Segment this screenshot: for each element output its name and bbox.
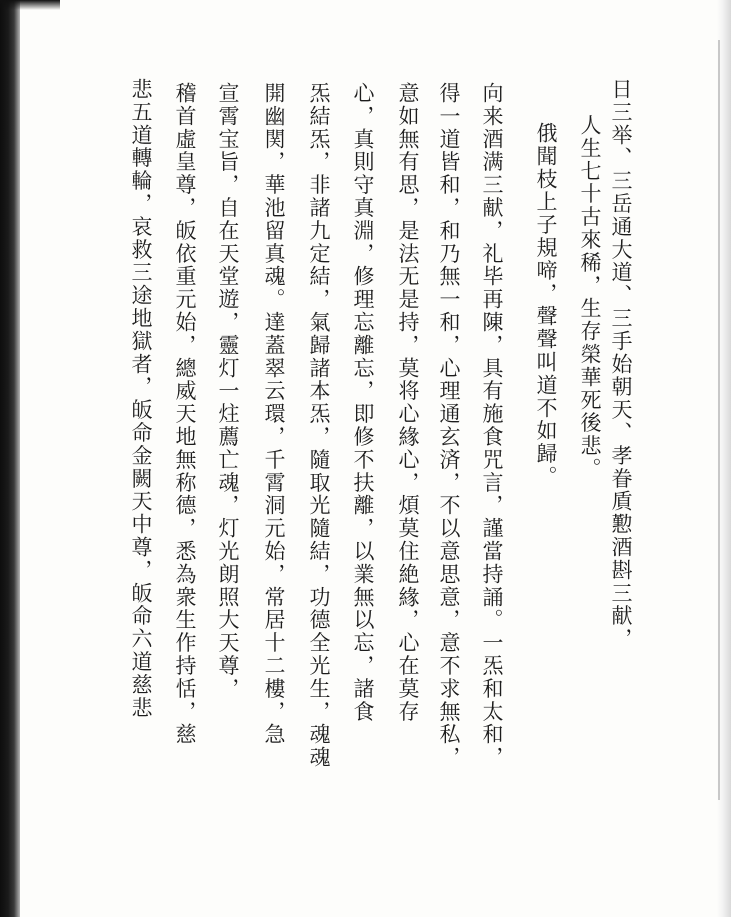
page-edge-line xyxy=(718,40,720,800)
book-binding-shadow xyxy=(0,0,20,917)
text-column: 宣霄宝旨，自在天堂遊，靈灯一炷薦亡魂，灯光朗照大天尊， xyxy=(216,82,240,701)
text-column: 悲五道轉輪，哀救三途地獄者，皈命金闕天中尊，皈命六道慈悲 xyxy=(129,78,153,720)
text-column: 日三举、三岳通大道、三手始朝天、孝眷貭懃酒斟三献， xyxy=(609,78,633,651)
text-column: 心，真則守真淵，修理忘離忘，即修不扶離，以業無以忘，諸食 xyxy=(351,82,375,724)
text-column: 意如無有思，是法无是持，莫将心緣心，煩莫住絶緣，心在莫存 xyxy=(396,82,420,724)
text-column: 開幽関，華池留真魂。達蓋翠云環，千霄洞元始，常居十二樓，急 xyxy=(262,82,286,747)
text-column: 俄聞枝上子規啼，聲聲叫道不如歸。 xyxy=(534,122,558,489)
page-corner-shadow xyxy=(0,0,60,10)
text-column: 得一道皆和，和乃無一和，心理通玄済，不以意思意，意不求無私， xyxy=(437,82,461,769)
manuscript-text xyxy=(71,78,631,818)
text-column: 炁結炁，非諸九定結，氣歸諸本炁，隨取光隨結，功德全光生，魂魂 xyxy=(307,82,331,769)
text-column: 向来酒满三献，礼毕再陳，具有施食咒言，謹當持誦。一炁和太和， xyxy=(480,82,504,769)
text-column: 人生七十古來稀，生存榮華死後悲。 xyxy=(578,114,602,481)
text-column: 稽首虛皇尊，皈依重元始，總威天地無称德，悉為衆生作持恬，慈 xyxy=(173,82,197,747)
